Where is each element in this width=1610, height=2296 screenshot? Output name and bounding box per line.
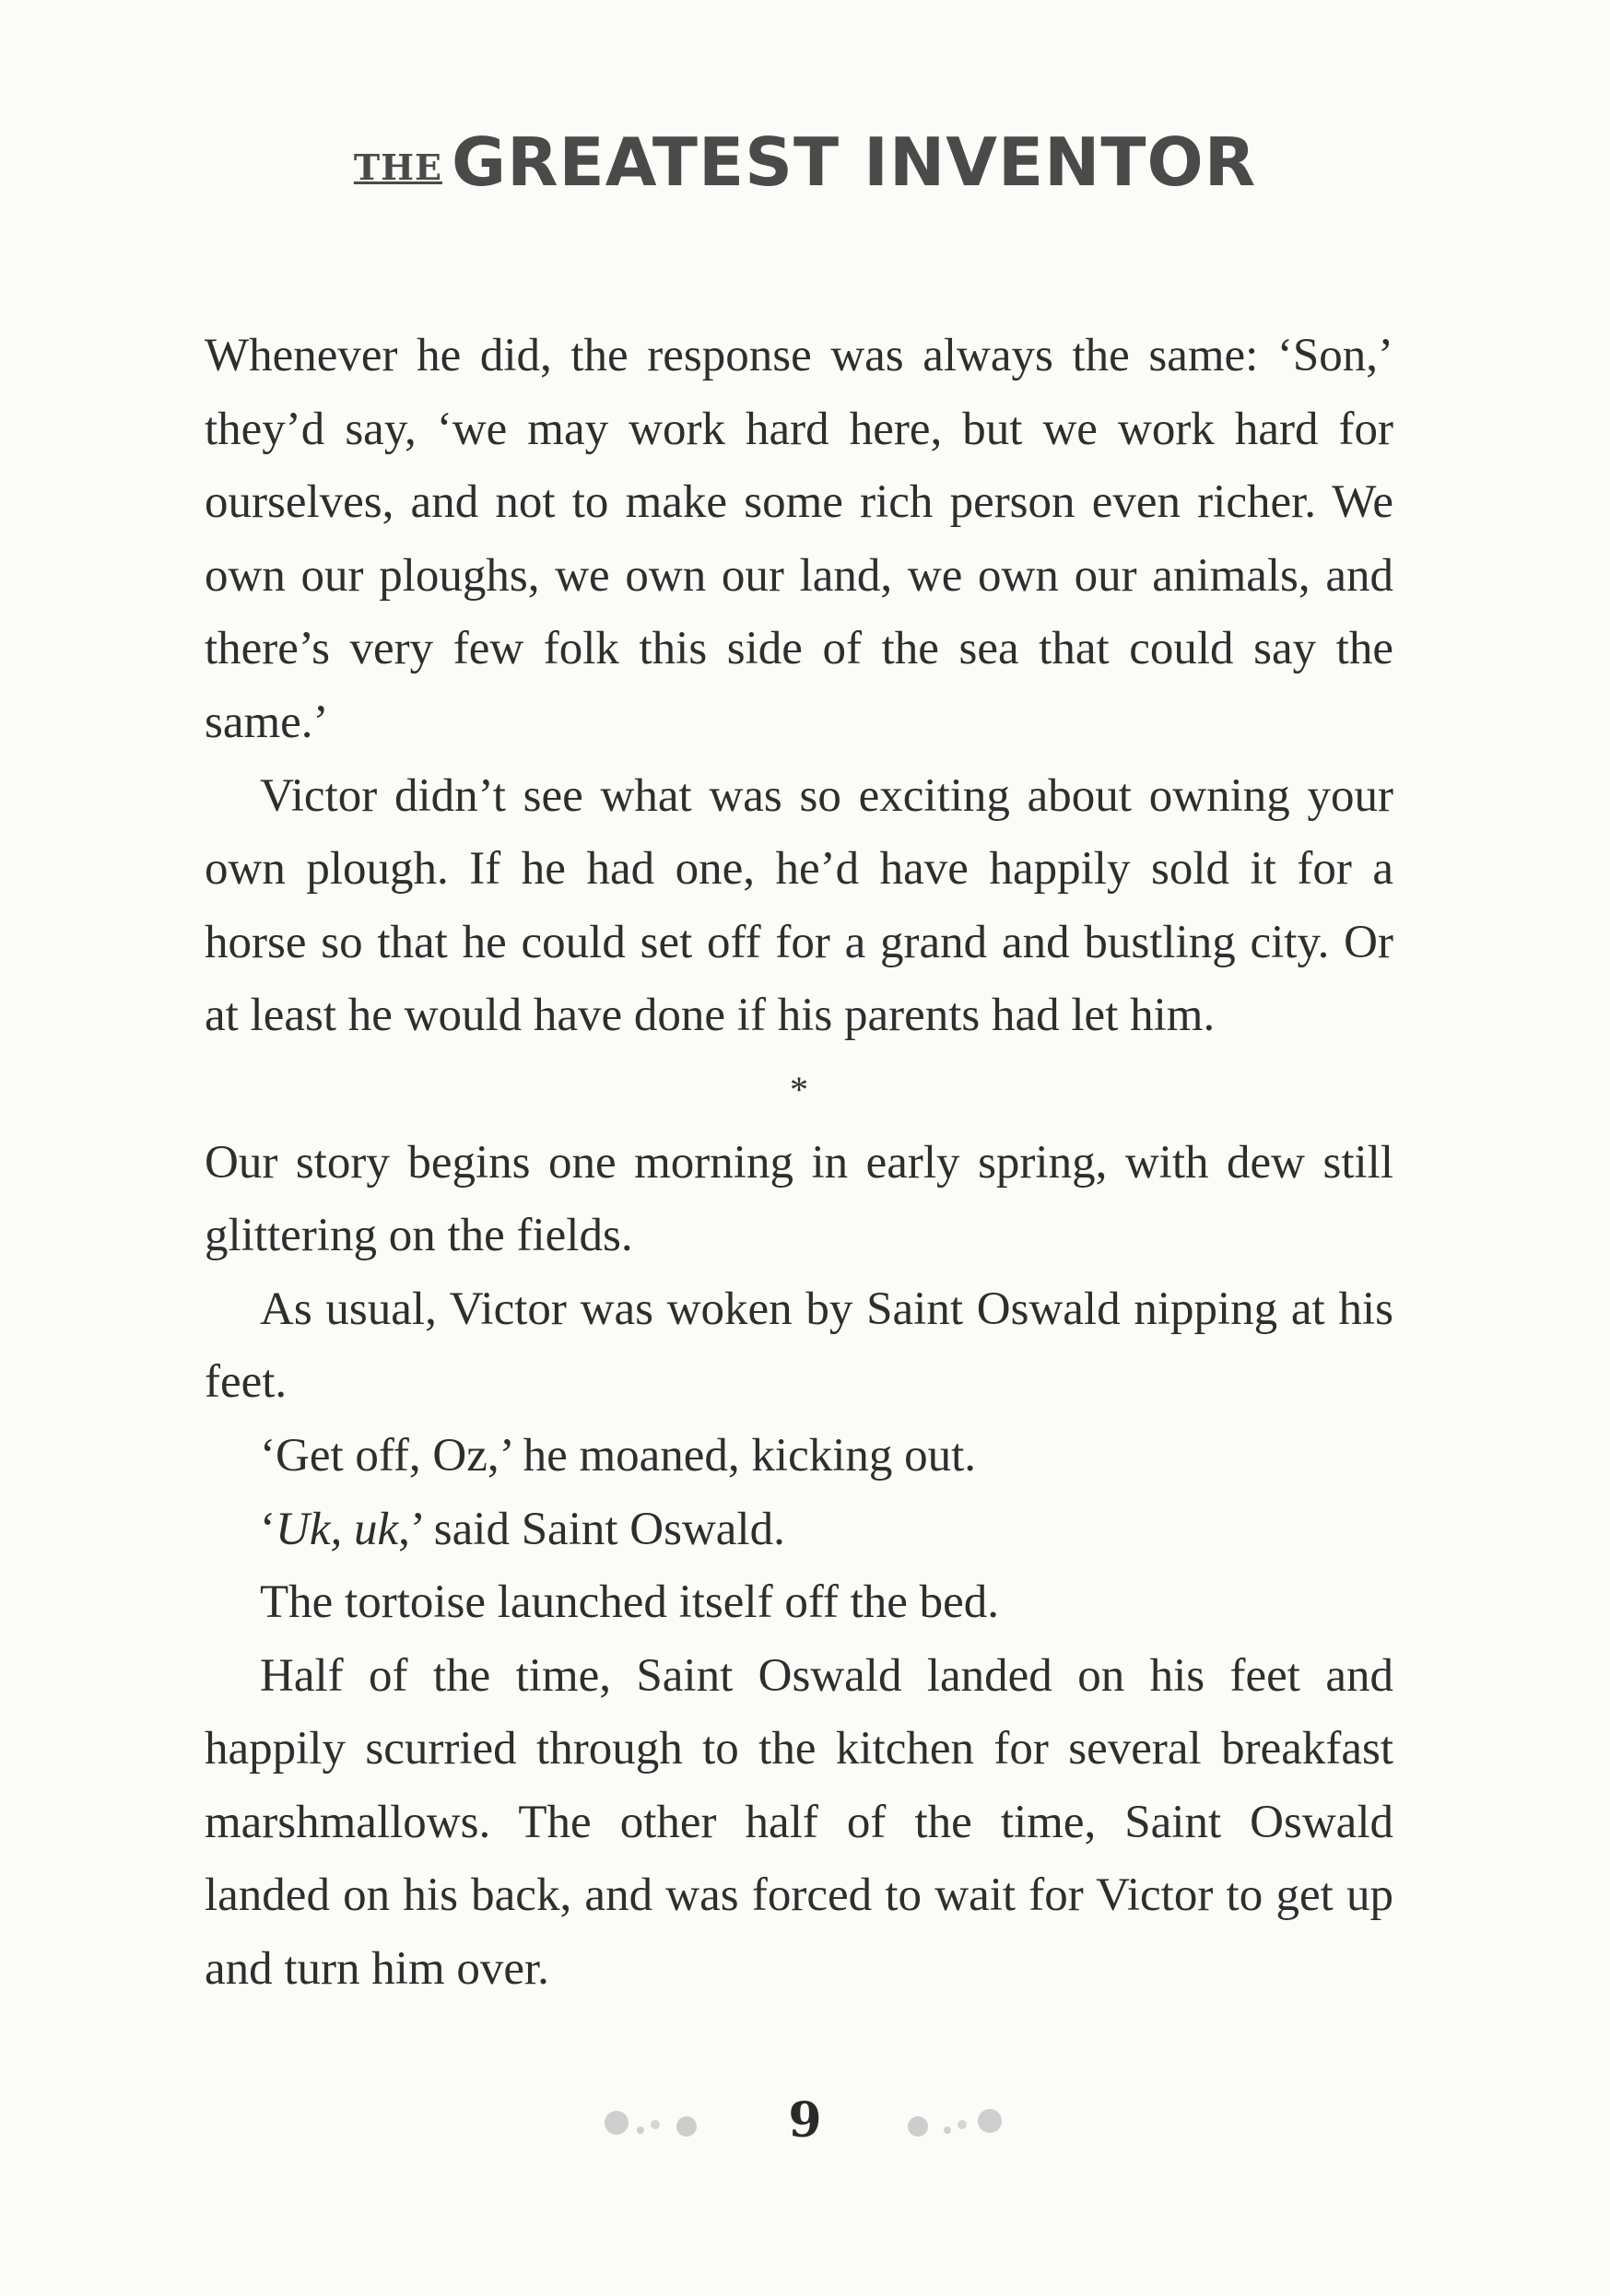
bubbles-left-icon — [602, 2106, 740, 2143]
paragraph-2: Victor didn’t see what was so exciting about owning your own plough. If he had one, he’d have happily sold it for a horse so that he could set off for a grand and bustling city. Or at least he would have done if his parents had let him. — [205, 769, 1393, 1042]
paragraph-7: The tortoise launched itself off the bed. — [260, 1576, 1000, 1629]
header-title: GREATEST INVENTOR — [451, 123, 1257, 201]
page-footer — [0, 2084, 1610, 2158]
header-the: THE — [353, 146, 442, 188]
paragraph-1: Whenever he did, the response was always the same: ‘Son,’ they’d say, ‘we may work hard here, but we work hard for ourselves, and not to make some rich person even richer. We own our ploughs, we own our land, we own our animals, and there’s very few folk this side of the sea that could say the same.’ — [205, 330, 1393, 748]
body-text — [205, 320, 1393, 2007]
paragraph-3: Our story begins one morning in early spring, with dew still glittering on the fields. — [205, 1136, 1393, 1262]
running-header — [0, 118, 1610, 212]
page-number: 9 — [788, 2092, 822, 2149]
paragraph-6: ‘Uk, uk,’ said Saint Oswald. — [260, 1503, 785, 1555]
paragraph-5: ‘Get off, Oz,’ he moaned, kicking out. — [260, 1429, 977, 1482]
paragraph-4: As usual, Victor was woken by Saint Oswald nipping at his feet. — [205, 1283, 1393, 1409]
scene-break: * — [790, 1068, 808, 1110]
bubbles-right-icon — [870, 2106, 1008, 2143]
paragraph-8: Half of the time, Saint Oswald landed on his feet and happily scurried through to the kitchen for several breakfast marshmallows. The other half of the time, Saint Oswald landed on his back, and was forced to wait for Victor to get up and turn him over. — [205, 1649, 1393, 1996]
